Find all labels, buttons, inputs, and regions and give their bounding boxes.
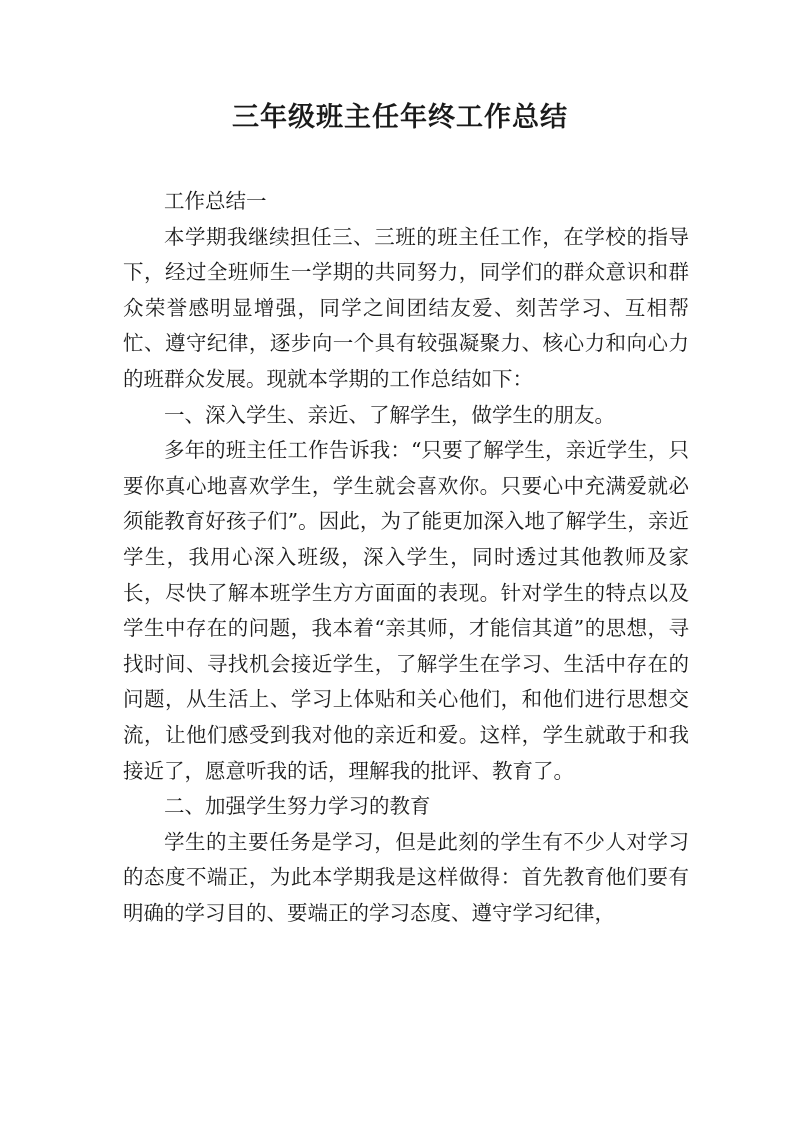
body-paragraph: 学生的主要任务是学习，但是此刻的学生有不少人对学习的态度不端正，为此本学期我是这样做得：首先教育他们要有明确的学习目的、要端正的学习态度、遵守学习纪律， <box>123 829 689 925</box>
section-heading: 工作总结一 <box>164 189 267 213</box>
document-title: 三年级班主任年终工作总结 <box>232 102 568 133</box>
section-heading: 二、加强学生努力学习的教育 <box>164 794 431 819</box>
body-paragraph: 本学期我继续担任三、三班的班主任工作，在学校的指导下，经过全班师生一学期的共同努力，同学们的群众意识和群众荣誉感明显增强，同学之间团结友爱、刻苦学习、互相帮忙、遵守纪律，逐步向一个具有较强凝聚力、核心力和向心力的班群众发展。现就本学期的工作总结如下： <box>123 224 689 391</box>
document-body <box>123 184 689 931</box>
section-heading: 一、深入学生、亲近、了解学生，做学生的朋友。 <box>164 402 615 427</box>
body-paragraph: 多年的班主任工作告诉我：“只要了解学生，亲近学生，只要你真心地喜欢学生，学生就会喜欢你。只要心中充满爱就必须能教育好孩子们”。因此，为了能更加深入地了解学生，亲近学生，我用心深入班级，深入学生，同时透过其他教师及家长，尽快了解本班学生方方面面的表现。针对学生的特点以及学生中存在的问题，我本着“亲其师，才能信其道”的思想，寻找时间、寻找机会接近学生，了解学生在学习、生活中存在的问题，从生活上、学习上体贴和关心他们，和他们进行思想交流，让他们感受到我对他的亲近和爱。这样，学生就敢于和我接近了，愿意听我的话，理解我的批评、教育了。 <box>123 438 689 783</box>
